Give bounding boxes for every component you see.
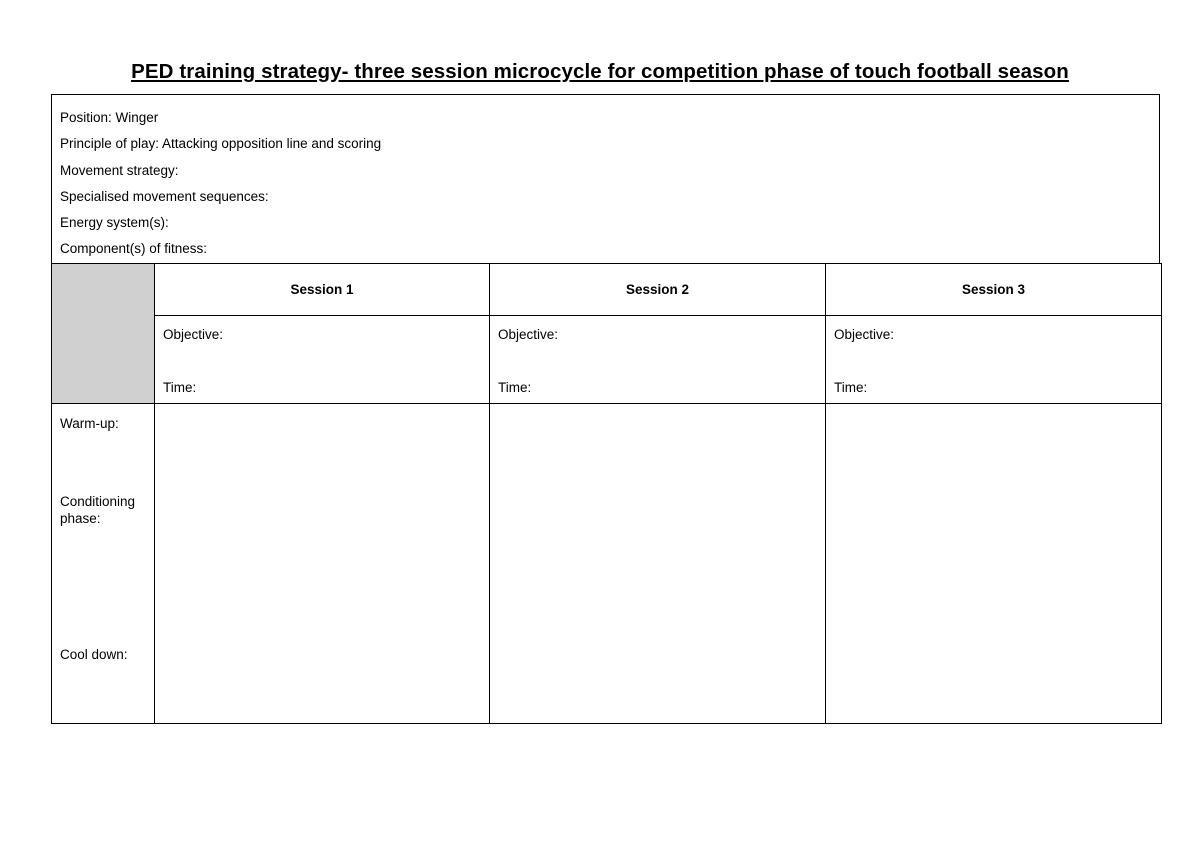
document-title: PED training strategy- three session microcycle for competition phase of touch football season <box>131 60 1069 83</box>
warm-up-label: Warm-up: <box>60 416 119 431</box>
objective-label: Objective: <box>498 327 559 342</box>
objective-row <box>52 316 1162 404</box>
phase-labels-cell <box>52 404 155 724</box>
session-2-objective-cell[interactable] <box>490 316 826 404</box>
objective-label: Objective: <box>163 327 224 342</box>
session-3-heading: Session 3 <box>826 264 1162 316</box>
position-line: Position: Winger <box>60 110 159 125</box>
time-label: Time: <box>834 380 868 395</box>
conditioning-phase-label: Conditioning phase: <box>60 494 136 526</box>
time-label: Time: <box>498 380 532 395</box>
movement-strategy-line: Movement strategy: <box>60 162 179 178</box>
info-box <box>51 94 1160 264</box>
session-plan-table <box>51 263 1162 724</box>
principle-of-play-line: Principle of play: Attacking opposition line and scoring <box>60 136 382 152</box>
objective-label: Objective: <box>834 327 895 342</box>
session-1-heading: Session 1 <box>155 264 490 316</box>
session-1-content-cell[interactable] <box>155 404 490 724</box>
phases-row <box>52 404 1162 724</box>
session-1-objective-cell[interactable] <box>155 316 490 404</box>
session-2-heading: Session 2 <box>490 264 826 316</box>
time-label: Time: <box>163 380 197 395</box>
session-2-content-cell[interactable] <box>490 404 826 724</box>
cool-down-label: Cool down: <box>60 647 128 662</box>
energy-systems-line: Energy system(s): <box>60 215 169 231</box>
session-header-row <box>52 264 1162 316</box>
fitness-components-line: Component(s) of fitness: <box>60 241 208 257</box>
blank-corner-cell <box>52 264 155 404</box>
session-3-objective-cell[interactable] <box>826 316 1162 404</box>
specialised-sequences-line: Specialised movement sequences: <box>60 188 269 204</box>
session-3-content-cell[interactable] <box>826 404 1162 724</box>
